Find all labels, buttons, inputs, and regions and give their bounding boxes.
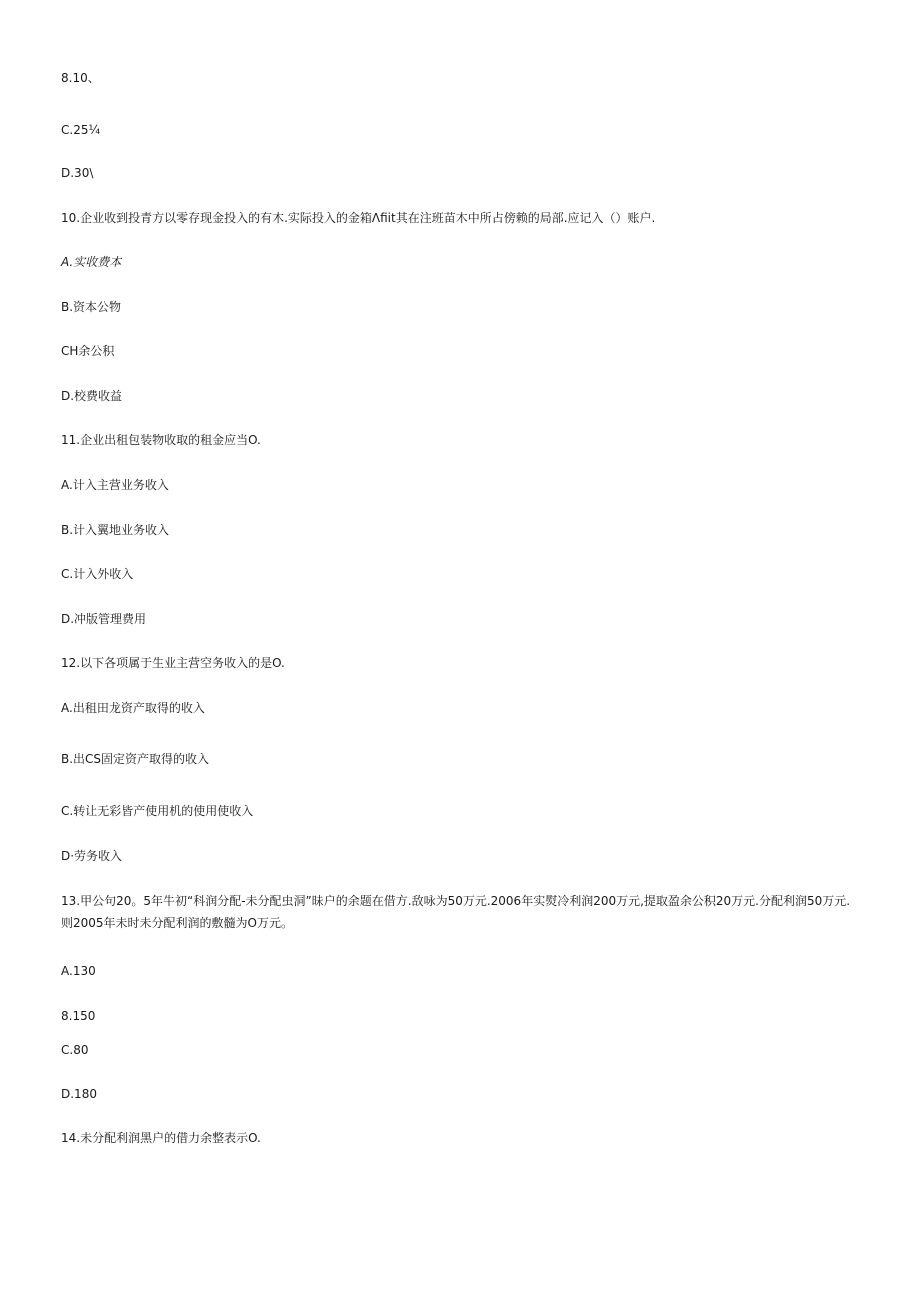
question-12: 12.以下各项属于生业主营空务收入的是O. bbox=[61, 656, 285, 670]
option-b-q12: B.出CS固定资产取得的收入 bbox=[61, 752, 210, 766]
question-13: 13.甲公句20。5年牛初“科润分配-未分配虫洞”昧户的余题在借方.敌咏为50万元.2006年实熨冷利润200万元,提取盈余公积20万元.分配利润50万元.则2005年未时未分配利润的敷髓为O万元。 bbox=[61, 894, 851, 930]
option-a-q11: A.计入主营业务收入 bbox=[61, 478, 169, 492]
question-11: 11.企业出租包装物收取的租金应当O. bbox=[61, 433, 261, 447]
option-d-q9: D.30\ bbox=[61, 166, 94, 180]
option-c-q10: CH余公积 bbox=[61, 344, 115, 358]
option-a-q12: A.出租田龙资产取得的收入 bbox=[61, 701, 205, 715]
option-b-q10: B.资本公物 bbox=[61, 300, 122, 314]
option-c-q13: C.80 bbox=[61, 1043, 89, 1057]
option-c-q11: C.计入外收入 bbox=[61, 567, 134, 581]
question-10: 10.企业收到投青方以零存现金投入的有木.实际投入的金箱Λfiit其在注班苗木中所占傍赖的局部.应记入（）账户. bbox=[61, 211, 656, 225]
option-d-q10: D.校费收益 bbox=[61, 389, 123, 403]
option-d-q12: D·劳务收入 bbox=[61, 849, 123, 863]
option-c-q9: C.25¼ bbox=[61, 123, 101, 137]
option-d-q11: D.冲版管理费用 bbox=[61, 612, 147, 626]
option-b-q13: 8.150 bbox=[61, 1009, 96, 1023]
option-a-q13: A.130 bbox=[61, 964, 96, 978]
option-a-q10: A.实收费本 bbox=[61, 255, 122, 269]
option-b-q9: 8.10、 bbox=[61, 71, 100, 85]
question-14: 14.未分配利润黑户的借力余整表示O. bbox=[61, 1131, 261, 1145]
option-c-q12: C.转让无彩皆产使用机的使用使收入 bbox=[61, 804, 254, 818]
option-b-q11: B.计入翼地业务收入 bbox=[61, 523, 170, 537]
option-d-q13: D.180 bbox=[61, 1087, 97, 1101]
